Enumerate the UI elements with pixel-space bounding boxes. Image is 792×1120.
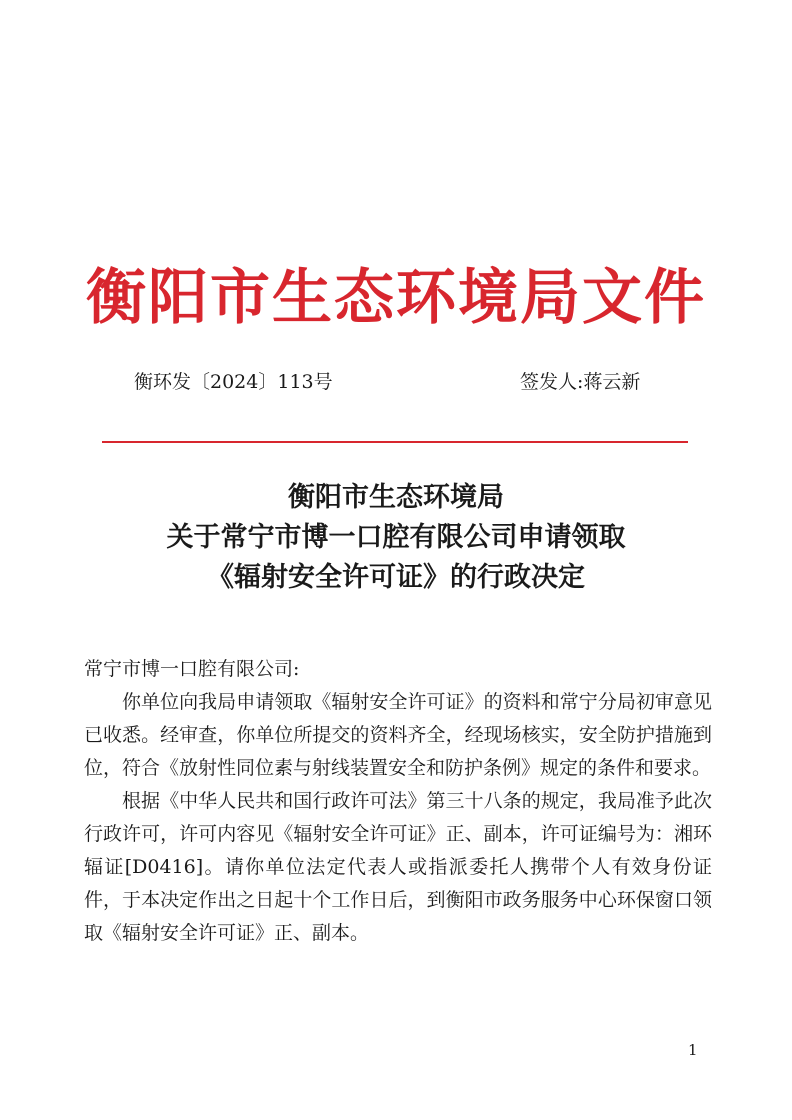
document-title	[80, 478, 712, 598]
body-paragraph-2: 根据《中华人民共和国行政许可法》第三十八条的规定，我局准予此次行政许可，许可内容见《辐射安全许可证》正、副本，许可证编号为：湘环辐证[D0416]。请你单位法定代表人或指派委托人携带个人有效身份证件，于本决定作出之日起十个工作日后，到衡阳市政务服务中心环保窗口领取《辐射安全许可证》正、副本。	[84, 790, 712, 944]
org-header-title: 衡阳市生态环境局文件	[86, 263, 706, 333]
title-line-1: 衡阳市生态环境局	[288, 482, 504, 513]
title-line-2: 关于常宁市博一口腔有限公司申请领取	[166, 522, 626, 553]
document-body	[84, 653, 712, 950]
salutation: 常宁市博一口腔有限公司:	[84, 658, 300, 680]
page-number: 1	[688, 1041, 698, 1059]
document-number: 衡环发〔2024〕113号	[134, 371, 333, 393]
header-divider	[102, 441, 688, 443]
signer: 签发人:蒋云新	[520, 371, 641, 393]
body-paragraph-1: 你单位向我局申请领取《辐射安全许可证》的资料和常宁分局初审意见已收悉。经审查，你单位所提交的资料齐全，经现场核实，安全防护措施到位，符合《放射性同位素与射线装置安全和防护条例》规定的条件和要求。	[84, 691, 712, 779]
title-line-3: 《辐射安全许可证》的行政决定	[207, 562, 585, 593]
